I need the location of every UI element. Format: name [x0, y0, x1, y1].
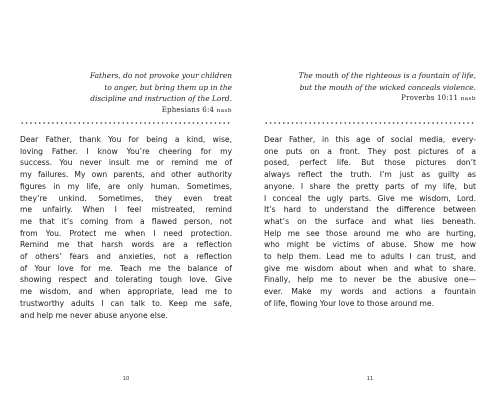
- prayer-line: Finally, help me to never be the abusive one—: [264, 275, 476, 285]
- verse-reference: [20, 105, 232, 118]
- verse-line: discipline and instruction of the Lord.: [90, 94, 232, 104]
- prayer-line: they’re unkind. Sometimes, they even treat: [20, 193, 232, 203]
- verse-line: to anger, but bring them up in the: [104, 82, 232, 92]
- prayer-line: and help me never abuse anyone else.: [20, 310, 168, 320]
- prayer-line: showing respect and tolerating tough love. Give: [20, 275, 232, 285]
- prayer-line: trustworthy adults I can talk to. Keep me safe,: [20, 298, 232, 308]
- verse-reference: [264, 93, 476, 106]
- prayer-line: me wisdom, and when appropriate, lead me to: [20, 287, 232, 297]
- verse-line: but the mouth of the wicked conceals violence.: [299, 82, 476, 92]
- prayer-line: It’s hard to understand the difference between: [264, 205, 476, 215]
- right-prayer: [264, 134, 476, 310]
- prayer-line: me that it’s coming from a flawed person, not: [20, 216, 232, 226]
- prayer-line: my failures. My own parents, and other authority: [20, 170, 232, 180]
- prayer-line: me unfairly. When I feel mistreated, remind: [20, 205, 232, 215]
- page-number: 10: [122, 376, 130, 382]
- prayer-line: to help them. Lead me to adults I can trust, and: [264, 252, 476, 262]
- prayer-line: of Your love for me. Teach me the balance of: [20, 263, 232, 273]
- prayer-line: give me wisdom about when and what to share.: [264, 263, 476, 273]
- prayer-line: Help me see those around me who are hurting,: [264, 228, 476, 238]
- reference-version: nasb: [460, 96, 476, 103]
- reference-book: Proverbs 10:11: [401, 94, 459, 103]
- prayer-line: of life, flowing Your love to those around me.: [264, 298, 434, 308]
- prayer-line: posed, perfect life. But those pictures don’t: [264, 158, 476, 168]
- verse-line: The mouth of the righteous is a fountain of life,: [298, 71, 476, 80]
- dotted-divider: [264, 122, 476, 124]
- prayer-line: success. You never insult me or remind me of: [20, 158, 232, 168]
- left-page: [20, 0, 232, 402]
- prayer-line: anyone. I share the pretty parts of my life, but: [264, 181, 476, 191]
- left-prayer: [20, 134, 232, 321]
- prayer-line: ever. Make my words and actions a fountain: [264, 287, 476, 297]
- left-verse: [20, 70, 232, 117]
- reference-version: nasb: [216, 107, 232, 114]
- prayer-line: figures in my life, are only human. Sometimes,: [20, 181, 232, 191]
- prayer-line: loving Father. I know You’re cheering for my: [20, 146, 232, 156]
- right-page: [264, 0, 476, 402]
- prayer-line: always reflect the truth. I’m just as guilty as: [264, 170, 476, 180]
- prayer-line: I conceal the ugly parts. Give me wisdom, Lord.: [264, 193, 476, 203]
- prayer-line: of others’ fears and anxieties, not a reflection: [20, 252, 232, 262]
- prayer-line: what’s on the surface and what lies beneath.: [264, 216, 476, 226]
- verse-line: Fathers, do not provoke your children: [89, 71, 232, 80]
- reference-book: Ephesians 6:4: [161, 105, 215, 114]
- prayer-line: from You. Protect me when I need protection.: [20, 228, 232, 238]
- dotted-divider: [20, 122, 232, 124]
- prayer-line: Dear Father, in this age of social media, every-: [264, 135, 476, 144]
- prayer-line: one puts on a front. They post pictures of a: [264, 146, 476, 156]
- right-verse: [264, 70, 476, 106]
- prayer-line: who might be victims of abuse. Show me how: [264, 240, 476, 250]
- page-number: 11: [366, 376, 374, 382]
- prayer-line: Dear Father, thank You for being a kind, wise,: [20, 135, 232, 144]
- prayer-line: Remind me that harsh words are a reflection: [20, 240, 232, 250]
